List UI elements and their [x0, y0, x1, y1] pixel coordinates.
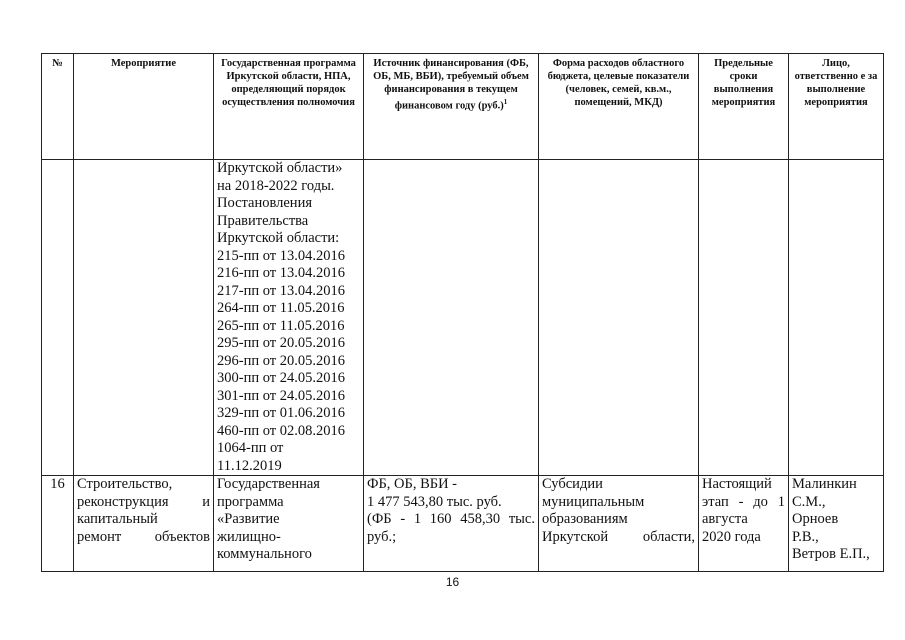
activity-line: капитальный — [77, 511, 158, 527]
header-funding-text: Источник финансирования (ФБ, ОБ, МБ, ВБИ), требуемый объем финансирования в текущем финансовом году (руб.) — [373, 58, 529, 112]
deadline-line: этап - до 1 — [702, 493, 785, 510]
resolution-line: 301-пп от 24.05.2016 — [217, 387, 345, 404]
resolution-line: 300-пп от 24.05.2016 — [217, 370, 345, 386]
program-line: «Развитие — [217, 511, 280, 527]
form-line: муниципальным — [542, 493, 645, 510]
resolution-line: 11.12.2019 — [217, 457, 282, 474]
table-row-16 — [42, 476, 884, 572]
cell-number — [42, 160, 74, 476]
program-line: Иркутской области: — [217, 230, 340, 246]
form-line: Иркутской области, — [542, 528, 695, 545]
deadline-line: 2020 года — [702, 528, 761, 545]
activity-line: Строительство, — [77, 476, 173, 492]
cell-funding — [364, 476, 539, 572]
resolution-line: 329-пп от 01.06.2016 — [217, 405, 345, 421]
program-line: Правительства — [217, 212, 309, 229]
responsible-line: Р.В., — [792, 528, 819, 545]
cell-responsible — [789, 160, 884, 476]
funding-line: ФБ, ОБ, ВБИ - — [367, 476, 458, 492]
header-number: № — [42, 54, 74, 160]
program-line: Государственная — [217, 476, 320, 492]
measures-table — [41, 53, 884, 572]
header-deadline: Предельные сроки выполнения мероприятия — [699, 54, 789, 160]
page-number: 16 — [445, 575, 460, 589]
program-line: жилищно- — [217, 528, 281, 545]
activity-line: ремонт объектов — [77, 528, 210, 545]
cell-funding — [364, 160, 539, 476]
deadline-line: августа — [702, 511, 748, 527]
cell-program — [214, 476, 364, 572]
header-expense-form: Форма расходов областного бюджета, целевые показатели (человек, семей, кв.м., помещений, МКД) — [539, 54, 699, 160]
resolution-line: 217-пп от 13.04.2016 — [217, 282, 345, 299]
program-line: коммунального — [217, 546, 312, 562]
cell-activity — [74, 476, 214, 572]
form-line: образованиям — [542, 511, 628, 527]
cell-expense-form — [539, 476, 699, 572]
funding-line: руб.; — [367, 528, 397, 545]
footnote-mark: 1 — [503, 98, 508, 106]
responsible-line: Ветров Е.П., — [792, 546, 870, 562]
header-responsible: Лицо, ответственно е за выполнение мероприятия — [789, 54, 884, 160]
header-funding — [364, 54, 539, 160]
resolution-line: 265-пп от 11.05.2016 — [217, 317, 345, 334]
cell-number: 16 — [42, 476, 74, 572]
funding-line: 1 477 543,80 тыс. руб. — [367, 493, 502, 510]
resolution-line: 264-пп от 11.05.2016 — [217, 300, 345, 316]
resolution-line: 215-пп от 13.04.2016 — [217, 247, 345, 264]
cell-deadline — [699, 476, 789, 572]
cell-deadline — [699, 160, 789, 476]
resolution-line: 460-пп от 02.08.2016 — [217, 422, 345, 439]
cell-responsible — [789, 476, 884, 572]
header-activity: Мероприятие — [74, 54, 214, 160]
responsible-line: Малинкин — [792, 476, 857, 492]
activity-line: реконструкция и — [77, 493, 210, 510]
deadline-line: Настоящий — [702, 476, 772, 492]
funding-line: (ФБ - 1 160 458,30 тыс. — [367, 511, 535, 527]
program-line: Постановления — [217, 195, 312, 211]
resolution-line: 216-пп от 13.04.2016 — [217, 265, 345, 281]
responsible-line: С.М., — [792, 493, 826, 510]
resolution-line: 296-пп от 20.05.2016 — [217, 352, 345, 369]
program-line: на 2018-2022 годы. — [217, 177, 335, 194]
table-header-row — [42, 54, 884, 160]
program-line: Иркутской области» — [217, 160, 343, 176]
cell-program-continuation — [214, 160, 364, 476]
table-row-continuation — [42, 160, 884, 476]
resolution-line: 1064-пп от — [217, 440, 284, 456]
resolution-line: 295-пп от 20.05.2016 — [217, 335, 345, 351]
header-program: Государственная программа Иркутской области, НПА, определяющий порядок осуществления полномочия — [214, 54, 364, 160]
form-line: Субсидии — [542, 476, 603, 492]
cell-activity — [74, 160, 214, 476]
responsible-line: Орноев — [792, 511, 839, 527]
cell-expense-form — [539, 160, 699, 476]
program-line: программа — [217, 493, 284, 510]
